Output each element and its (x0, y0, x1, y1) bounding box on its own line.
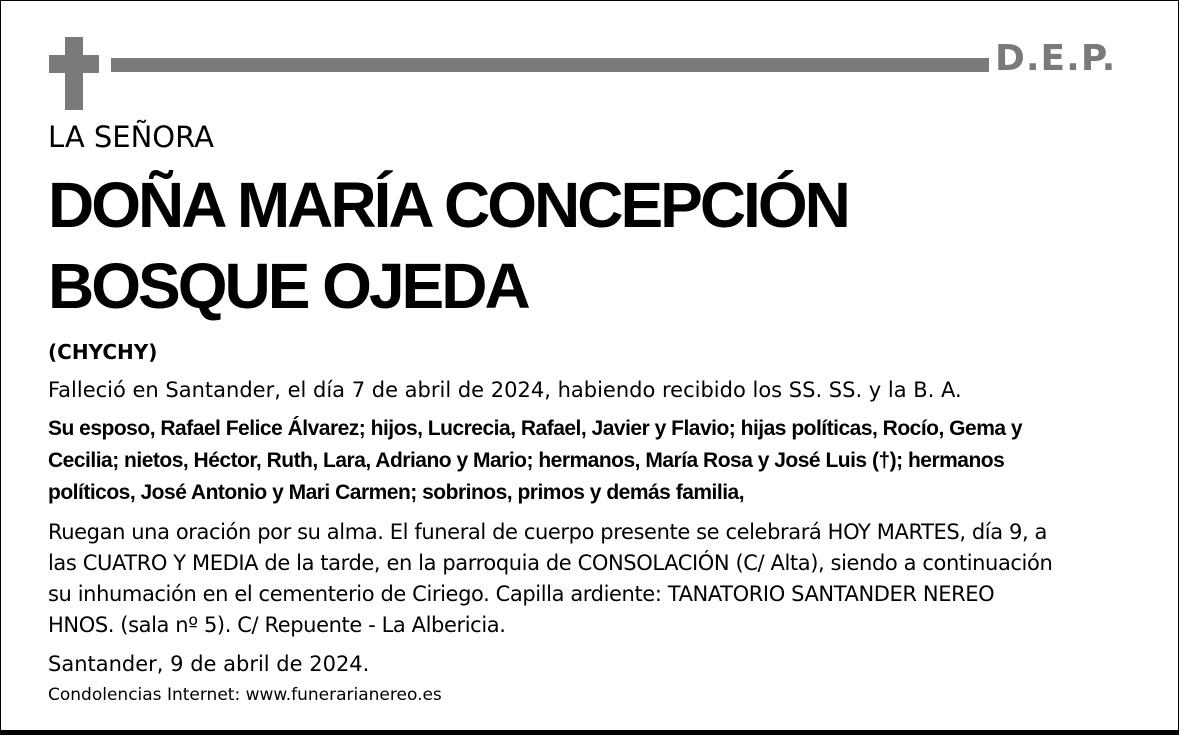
family-line: políticos, José Antonio y Mari Carmen; sobrinos, primos y demás familia, (48, 481, 745, 504)
deceased-name-line2: BOSQUE OJEDA (48, 250, 528, 322)
condolences-website: Condolencias Internet: www.funerarianereo.es (48, 685, 442, 705)
funeral-line: su inhumación en el cementerio de Ciriego. Capilla ardiente: TANATORIO SANTANDER NEREO (48, 582, 995, 606)
family-line: Su esposo, Rafael Felice Álvarez; hijos, Lucrecia, Rafael, Javier y Flavio; hijas políticas, Rocío, Gema y (48, 417, 1023, 440)
funeral-details (48, 517, 1143, 641)
deceased-name-line1: DOÑA MARÍA CONCEPCIÓN (48, 169, 848, 241)
place-date: Santander, 9 de abril de 2024. (48, 652, 370, 676)
funeral-line: HNOS. (sala nº 5). C/ Repuente - La Albericia. (48, 613, 506, 637)
death-notice: Falleció en Santander, el día 7 de abril de 2024, habiendo recibido los SS. SS. y la B. A. (48, 378, 962, 402)
cross-icon-bar (49, 55, 99, 73)
funeral-line: las CUATRO Y MEDIA de la tarde, en la parroquia de CONSOLACIÓN (C/ Alta), siendo a continuación (48, 551, 1053, 575)
dep-label: D.E.P. (995, 38, 1117, 79)
funeral-line: Ruegan una oración por su alma. El funeral de cuerpo presente se celebrará HOY MARTES, día 9, a (48, 520, 1047, 544)
header-rule (111, 58, 989, 72)
nickname: (CHYCHY) (48, 340, 158, 364)
family-list (48, 413, 1138, 509)
cross-icon (65, 37, 83, 110)
honorific-title: LA SEÑORA (48, 120, 214, 154)
family-line: Cecilia; nietos, Héctor, Ruth, Lara, Adriano y Mario; hermanos, María Rosa y José Luis (†); hermanos (48, 449, 1005, 472)
